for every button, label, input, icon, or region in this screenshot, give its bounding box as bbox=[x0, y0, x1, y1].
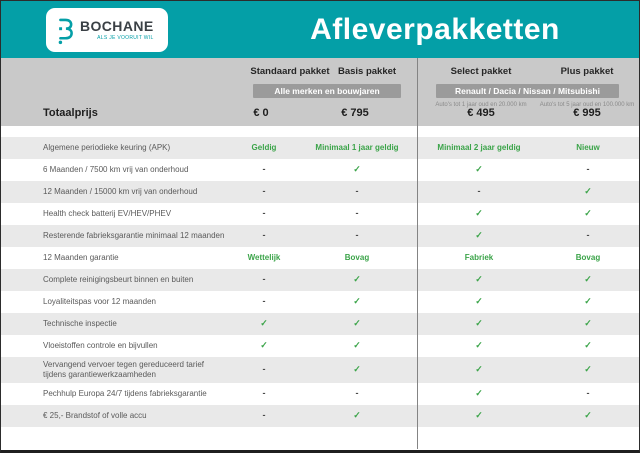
feature-label: Complete reinigingsbeurt binnen en buiten bbox=[43, 275, 194, 284]
bochane-logo[interactable] bbox=[46, 8, 168, 52]
dash-icon: - bbox=[262, 296, 266, 307]
dash-icon: - bbox=[262, 274, 266, 285]
table-row bbox=[1, 181, 639, 203]
check-icon: ✓ bbox=[475, 388, 483, 399]
table-row bbox=[1, 159, 639, 181]
dash-icon: - bbox=[477, 186, 481, 197]
dash-icon: - bbox=[355, 388, 359, 399]
check-icon: ✓ bbox=[475, 410, 483, 421]
group-band-renault-dacia-nissan-mitsubishi: Renault / Dacia / Nissan / Mitsubishi bbox=[436, 84, 619, 98]
page-title: Afleverpakketten bbox=[310, 12, 560, 46]
price-standaard-pakket: € 0 bbox=[253, 107, 269, 119]
feature-label: € 25,- Brandstof of volle accu bbox=[43, 411, 147, 420]
price-plus-pakket: € 995 bbox=[573, 107, 601, 119]
check-icon: ✓ bbox=[353, 274, 361, 285]
dash-icon: - bbox=[355, 230, 359, 241]
table-row bbox=[1, 291, 639, 313]
feature-label: Vloeistoffen controle en bijvullen bbox=[43, 341, 158, 350]
check-icon: ✓ bbox=[584, 186, 592, 197]
header-bar bbox=[1, 1, 639, 58]
dash-icon: - bbox=[262, 186, 266, 197]
check-icon: ✓ bbox=[584, 296, 592, 307]
table-row bbox=[1, 269, 639, 291]
table-row bbox=[1, 383, 639, 405]
dash-icon: - bbox=[262, 388, 266, 399]
feature-value: Minimaal 1 jaar geldig bbox=[315, 143, 399, 152]
feature-value: Minimaal 2 jaar geldig bbox=[437, 143, 521, 152]
check-icon: ✓ bbox=[475, 230, 483, 241]
check-icon: ✓ bbox=[260, 340, 268, 351]
check-icon: ✓ bbox=[353, 340, 361, 351]
select-pakket-note: Auto's tot 1 jaar oud en 20.000 km bbox=[435, 102, 527, 108]
check-icon: ✓ bbox=[353, 364, 361, 375]
column-header-select-pakket: Select pakket bbox=[450, 66, 512, 77]
table-row bbox=[1, 313, 639, 335]
total-price-label: Totaalprijs bbox=[43, 107, 98, 119]
package-group-divider bbox=[417, 58, 418, 449]
package-header-band bbox=[1, 58, 639, 126]
feature-value: Nieuw bbox=[576, 143, 600, 152]
dash-icon: - bbox=[262, 230, 266, 241]
feature-label: 6 Maanden / 7500 km vrij van onderhoud bbox=[43, 165, 189, 174]
check-icon: ✓ bbox=[353, 318, 361, 329]
feature-value: Geldig bbox=[251, 143, 277, 152]
dash-icon: - bbox=[262, 208, 266, 219]
dash-icon: - bbox=[262, 364, 266, 375]
check-icon: ✓ bbox=[353, 296, 361, 307]
bochane-logo-mark-icon bbox=[54, 13, 76, 47]
feature-label: 12 Maanden garantie bbox=[43, 253, 119, 262]
check-icon: ✓ bbox=[475, 164, 483, 175]
column-header-basis-pakket: Basis pakket bbox=[337, 66, 397, 77]
check-icon: ✓ bbox=[584, 340, 592, 351]
check-icon: ✓ bbox=[475, 364, 483, 375]
feature-value: Fabriek bbox=[464, 253, 494, 262]
feature-value: Wettelijk bbox=[247, 253, 281, 262]
price-select-pakket: € 495 bbox=[467, 107, 495, 119]
check-icon: ✓ bbox=[584, 410, 592, 421]
table-row bbox=[1, 357, 639, 383]
logo-tagline: ALS JE VOORUIT WIL bbox=[97, 35, 154, 41]
feature-value: Bovag bbox=[575, 253, 601, 262]
feature-label: Resterende fabrieksgarantie minimaal 12 maanden bbox=[43, 231, 225, 240]
check-icon: ✓ bbox=[475, 274, 483, 285]
check-icon: ✓ bbox=[475, 208, 483, 219]
dash-icon: - bbox=[262, 164, 266, 175]
feature-label: Health check batterij EV/HEV/PHEV bbox=[43, 209, 172, 218]
check-icon: ✓ bbox=[584, 274, 592, 285]
check-icon: ✓ bbox=[475, 340, 483, 351]
column-header-plus-pakket: Plus pakket bbox=[560, 66, 614, 77]
dash-icon: - bbox=[262, 410, 266, 421]
price-basis-pakket: € 795 bbox=[341, 107, 369, 119]
check-icon: ✓ bbox=[353, 410, 361, 421]
table-row bbox=[1, 225, 639, 247]
table-row bbox=[1, 405, 639, 427]
feature-label: Technische inspectie bbox=[43, 319, 117, 328]
group-band-alle-merken: Alle merken en bouwjaren bbox=[253, 84, 401, 98]
dash-icon: - bbox=[586, 230, 590, 241]
check-icon: ✓ bbox=[475, 318, 483, 329]
logo-text bbox=[80, 19, 154, 41]
column-header-standaard-pakket: Standaard pakket bbox=[250, 66, 330, 77]
table-row bbox=[1, 203, 639, 225]
feature-label: Vervangend vervoer tegen gereduceerd tarief tijdens garantiewerkzaamheden bbox=[43, 360, 204, 379]
logo-brand-name: BOCHANE bbox=[80, 18, 154, 34]
check-icon: ✓ bbox=[260, 318, 268, 329]
table-row bbox=[1, 335, 639, 357]
check-icon: ✓ bbox=[353, 164, 361, 175]
check-icon: ✓ bbox=[475, 296, 483, 307]
check-icon: ✓ bbox=[584, 364, 592, 375]
dash-icon: - bbox=[355, 208, 359, 219]
dash-icon: - bbox=[355, 186, 359, 197]
feature-label: Algemene periodieke keuring (APK) bbox=[43, 143, 171, 152]
check-icon: ✓ bbox=[584, 208, 592, 219]
feature-label: Pechhulp Europa 24/7 tijdens fabrieksgarantie bbox=[43, 389, 207, 398]
table-row bbox=[1, 247, 639, 269]
comparison-rows bbox=[1, 137, 639, 427]
feature-value: Bovag bbox=[344, 253, 370, 262]
feature-label: Loyaliteitspas voor 12 maanden bbox=[43, 297, 156, 306]
dash-icon: - bbox=[586, 164, 590, 175]
table-row bbox=[1, 137, 639, 159]
check-icon: ✓ bbox=[584, 318, 592, 329]
dash-icon: - bbox=[586, 388, 590, 399]
feature-label: 12 Maanden / 15000 km vrij van onderhoud bbox=[43, 187, 198, 196]
plus-pakket-note: Auto's tot 5 jaar oud en 100.000 km bbox=[539, 102, 635, 108]
